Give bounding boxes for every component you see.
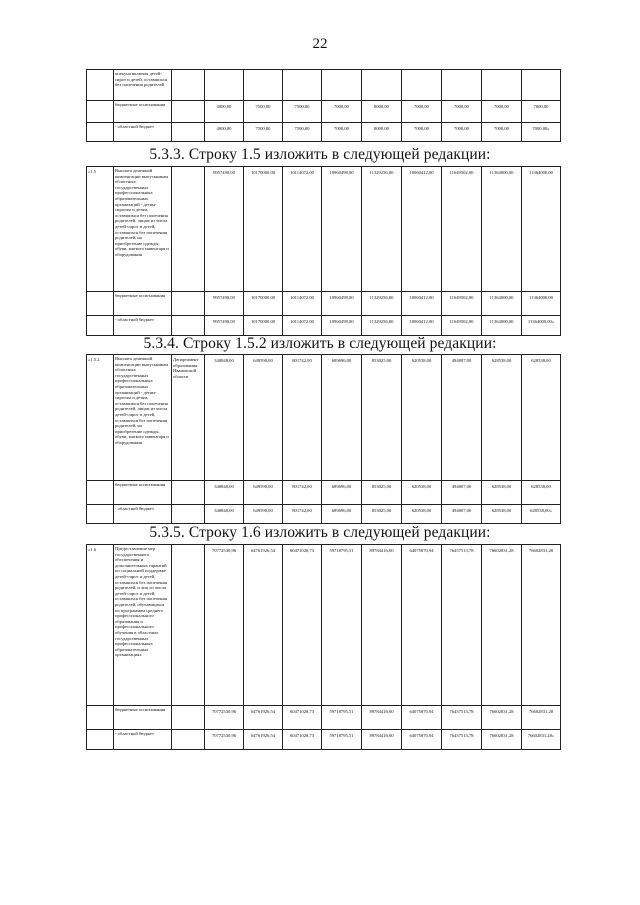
row-label: - областной бюджет: [114, 730, 172, 750]
section-heading: 5.3.3. Строку 1.5 изложить в следующей редакции:: [149, 146, 491, 163]
cell-value: 7000,00: [402, 101, 442, 123]
section-heading: 5.3.5. Строку 1.6 изложить в следующей редакции:: [149, 524, 491, 541]
row-executor: [172, 167, 205, 292]
cell-value: 649590,00: [244, 505, 283, 524]
cell-value: 801742,00: [283, 355, 322, 481]
cell-value: 11364000,00: [482, 167, 522, 292]
cell-value: 348848,00: [205, 505, 244, 524]
cell-value: 59718795,51: [322, 706, 362, 730]
row-label: - областной бюджет: [114, 316, 172, 336]
row-label: - областной бюджет: [114, 123, 172, 142]
row-executor: Департамент образования Ивановской области: [172, 355, 205, 481]
cell-value: 8000,00: [362, 101, 402, 123]
cell-value: 689696,00: [322, 481, 362, 505]
cell-value: 11364000,00: [522, 292, 561, 316]
cell-value: 11649502,00: [442, 292, 482, 316]
cell-value: 76602831,28»: [522, 730, 561, 750]
cell-value: 9957490,00: [205, 316, 244, 336]
cell-value: 64075870,94: [402, 730, 442, 750]
row-label: бюджетные ассигнования: [114, 481, 172, 505]
cell-value: 76457513,78: [442, 545, 482, 706]
cell-value: 7000,00: [442, 101, 482, 123]
cell-value: 70772530,96: [205, 730, 244, 750]
cell-value: 649590,00: [244, 355, 283, 481]
cell-value: 620538,00: [402, 481, 442, 505]
cell-value: 76602831,28: [482, 706, 522, 730]
cell-value: 620538,00: [402, 505, 442, 524]
section-heading: 5.3.4. Строку 1.5.2 изложить в следующей редакции:: [143, 335, 497, 352]
page-number: 22: [312, 36, 328, 52]
cell-value: 10960498,00: [322, 167, 362, 292]
cell-value: 76457513,78: [442, 730, 482, 750]
cell-value: 11649502,00: [442, 316, 482, 336]
cell-value: 10114072,00: [283, 316, 322, 336]
cell-value: 7000,00: [442, 123, 482, 142]
cell-value: 89784416,00: [362, 706, 402, 730]
cell-value: 494807,00: [442, 355, 482, 481]
cell-value: 76602831,28: [522, 706, 561, 730]
cell-value: 801742,00: [283, 481, 322, 505]
cell-value: 4000,00: [205, 123, 244, 142]
cell-value: 60471028,73: [283, 730, 322, 750]
row-executor: [172, 545, 205, 706]
cell-value: 64075870,94: [402, 706, 442, 730]
row-description: опекуна включая детей-сирот и детей, оставшихся без попечения родителей: [114, 70, 172, 101]
cell-value: 689696,00: [322, 505, 362, 524]
cell-value: 11364000,00: [522, 167, 561, 292]
cell-value: 10960498,00: [322, 292, 362, 316]
cell-value: 628538,00: [522, 355, 561, 481]
cell-value: 10170000,00: [244, 316, 283, 336]
cell-value: 7000,00: [322, 123, 362, 142]
table-row-1-5: [86, 166, 561, 336]
cell-value: 4000,00: [205, 101, 244, 123]
cell-value: 10060412,00: [402, 316, 442, 336]
cell-value: 7000,00: [402, 123, 442, 142]
cell-value: 853025,00: [362, 505, 402, 524]
table-top-continuation: [86, 69, 561, 142]
cell-value: 89784416,00: [362, 730, 402, 750]
cell-value: 11364000,00: [482, 292, 522, 316]
cell-value: 7500,00: [244, 123, 283, 142]
row-label: - областной бюджет: [114, 505, 172, 524]
cell-value: 76457513,78: [442, 706, 482, 730]
row-description: Предоставление мер государственного обеспечения и дополнительных гарантий по социальной поддержке детей-сирот и детей, оставшихся без попечения родителей, и лиц из числа детей-сирот и детей, оставшихся без попечения родителей, обучающихся по программам среднего профессионального образования и профессионального обучения в областных государственных профессиональных образовательных организациях: [114, 545, 172, 706]
cell-value: 10170000,00: [244, 167, 283, 292]
cell-value: 10170000,00: [244, 292, 283, 316]
cell-value: 11329256,00: [362, 316, 402, 336]
table-row-1-6: [86, 544, 561, 750]
cell-value: 8000,00: [362, 123, 402, 142]
cell-value: 70772530,96: [205, 706, 244, 730]
cell-value: 494807,00: [442, 481, 482, 505]
cell-value: 10114072,00: [283, 167, 322, 292]
cell-value: 76602831,28: [482, 730, 522, 750]
cell-value: 348848,00: [205, 481, 244, 505]
cell-value: 649590,00: [244, 481, 283, 505]
cell-value: 9957490,00: [205, 292, 244, 316]
cell-value: 11364000,00»: [522, 316, 561, 336]
row-number: «1.5.2: [87, 355, 114, 481]
cell-value: 11364000,00: [482, 316, 522, 336]
cell-value: 11329256,00: [362, 292, 402, 316]
cell-value: 89784416,00: [362, 545, 402, 706]
cell-value: 801742,00: [283, 505, 322, 524]
cell-value: 60471028,73: [283, 706, 322, 730]
cell-value: 11329256,00: [362, 167, 402, 292]
cell-value: 9957490,00: [205, 167, 244, 292]
cell-value: 7500,00: [283, 101, 322, 123]
cell-value: 7000,00: [482, 101, 522, 123]
cell-value: 628538,00: [482, 505, 522, 524]
cell-value: 76602831,28: [482, 545, 522, 706]
cell-value: 76602831,28: [522, 545, 561, 706]
cell-value: 64761926,54: [244, 730, 283, 750]
row-description: Выплата денежной компенсации выпускникам областных государственных профессиональных образовательных организаций - детям-сиротам и детям, оставшимся без попечения родителей, лицам из числа детей-сирот и детей, оставшихся без попечения родителей, на приобретение одежды, обуви, мягкого инвентаря и оборудования: [114, 167, 172, 292]
cell-value: 620538,00: [402, 355, 442, 481]
cell-value: 10960498,00: [322, 316, 362, 336]
cell-value: 7000,00: [322, 101, 362, 123]
cell-value: 59718795,51: [322, 730, 362, 750]
cell-value: 348848,00: [205, 355, 244, 481]
cell-value: 628538,00: [482, 481, 522, 505]
cell-value: 64075870,94: [402, 545, 442, 706]
cell-value: 59718795,51: [322, 545, 362, 706]
cell-value: 64761926,54: [244, 706, 283, 730]
cell-value: 10060412,00: [402, 292, 442, 316]
table-row-1-5-2: [86, 354, 561, 524]
cell-value: 7500,00: [244, 101, 283, 123]
cell-value: 628538,00: [522, 481, 561, 505]
cell-value: 10114072,00: [283, 292, 322, 316]
cell-value: 7500,00: [283, 123, 322, 142]
row-number: «1.5: [87, 167, 114, 292]
cell-value: 7000,00: [522, 101, 561, 123]
cell-value: 494807,00: [442, 505, 482, 524]
row-description: Выплата денежной компенсации выпускникам областных государственных профессиональных образовательных организаций - детям-сиротам и детям, оставшимся без попечения родителей, лицам из числа детей-сирот и детей, оставшихся без попечения родителей, на приобретение одежды, обуви, мягкого инвентаря и оборудования: [114, 355, 172, 481]
cell-value: 853025,00: [362, 481, 402, 505]
cell-value: 628538,00: [482, 355, 522, 481]
row-label: бюджетные ассигнования: [114, 101, 172, 123]
cell-value: 60471028,73: [283, 545, 322, 706]
row-number: «1.6: [87, 545, 114, 706]
cell-value: 853025,00: [362, 355, 402, 481]
row-label: бюджетные ассигнования: [114, 706, 172, 730]
cell-value: 64761926,54: [244, 545, 283, 706]
row-label: бюджетные ассигнования: [114, 292, 172, 316]
cell-value: 70772530,96: [205, 545, 244, 706]
cell-value: 7000,00: [482, 123, 522, 142]
cell-value: 10060412,00: [402, 167, 442, 292]
cell-value: 689696,00: [322, 355, 362, 481]
cell-value: 11649502,00: [442, 167, 482, 292]
cell-value: 7000,00»: [522, 123, 561, 142]
cell-value: 628538,00»: [522, 505, 561, 524]
